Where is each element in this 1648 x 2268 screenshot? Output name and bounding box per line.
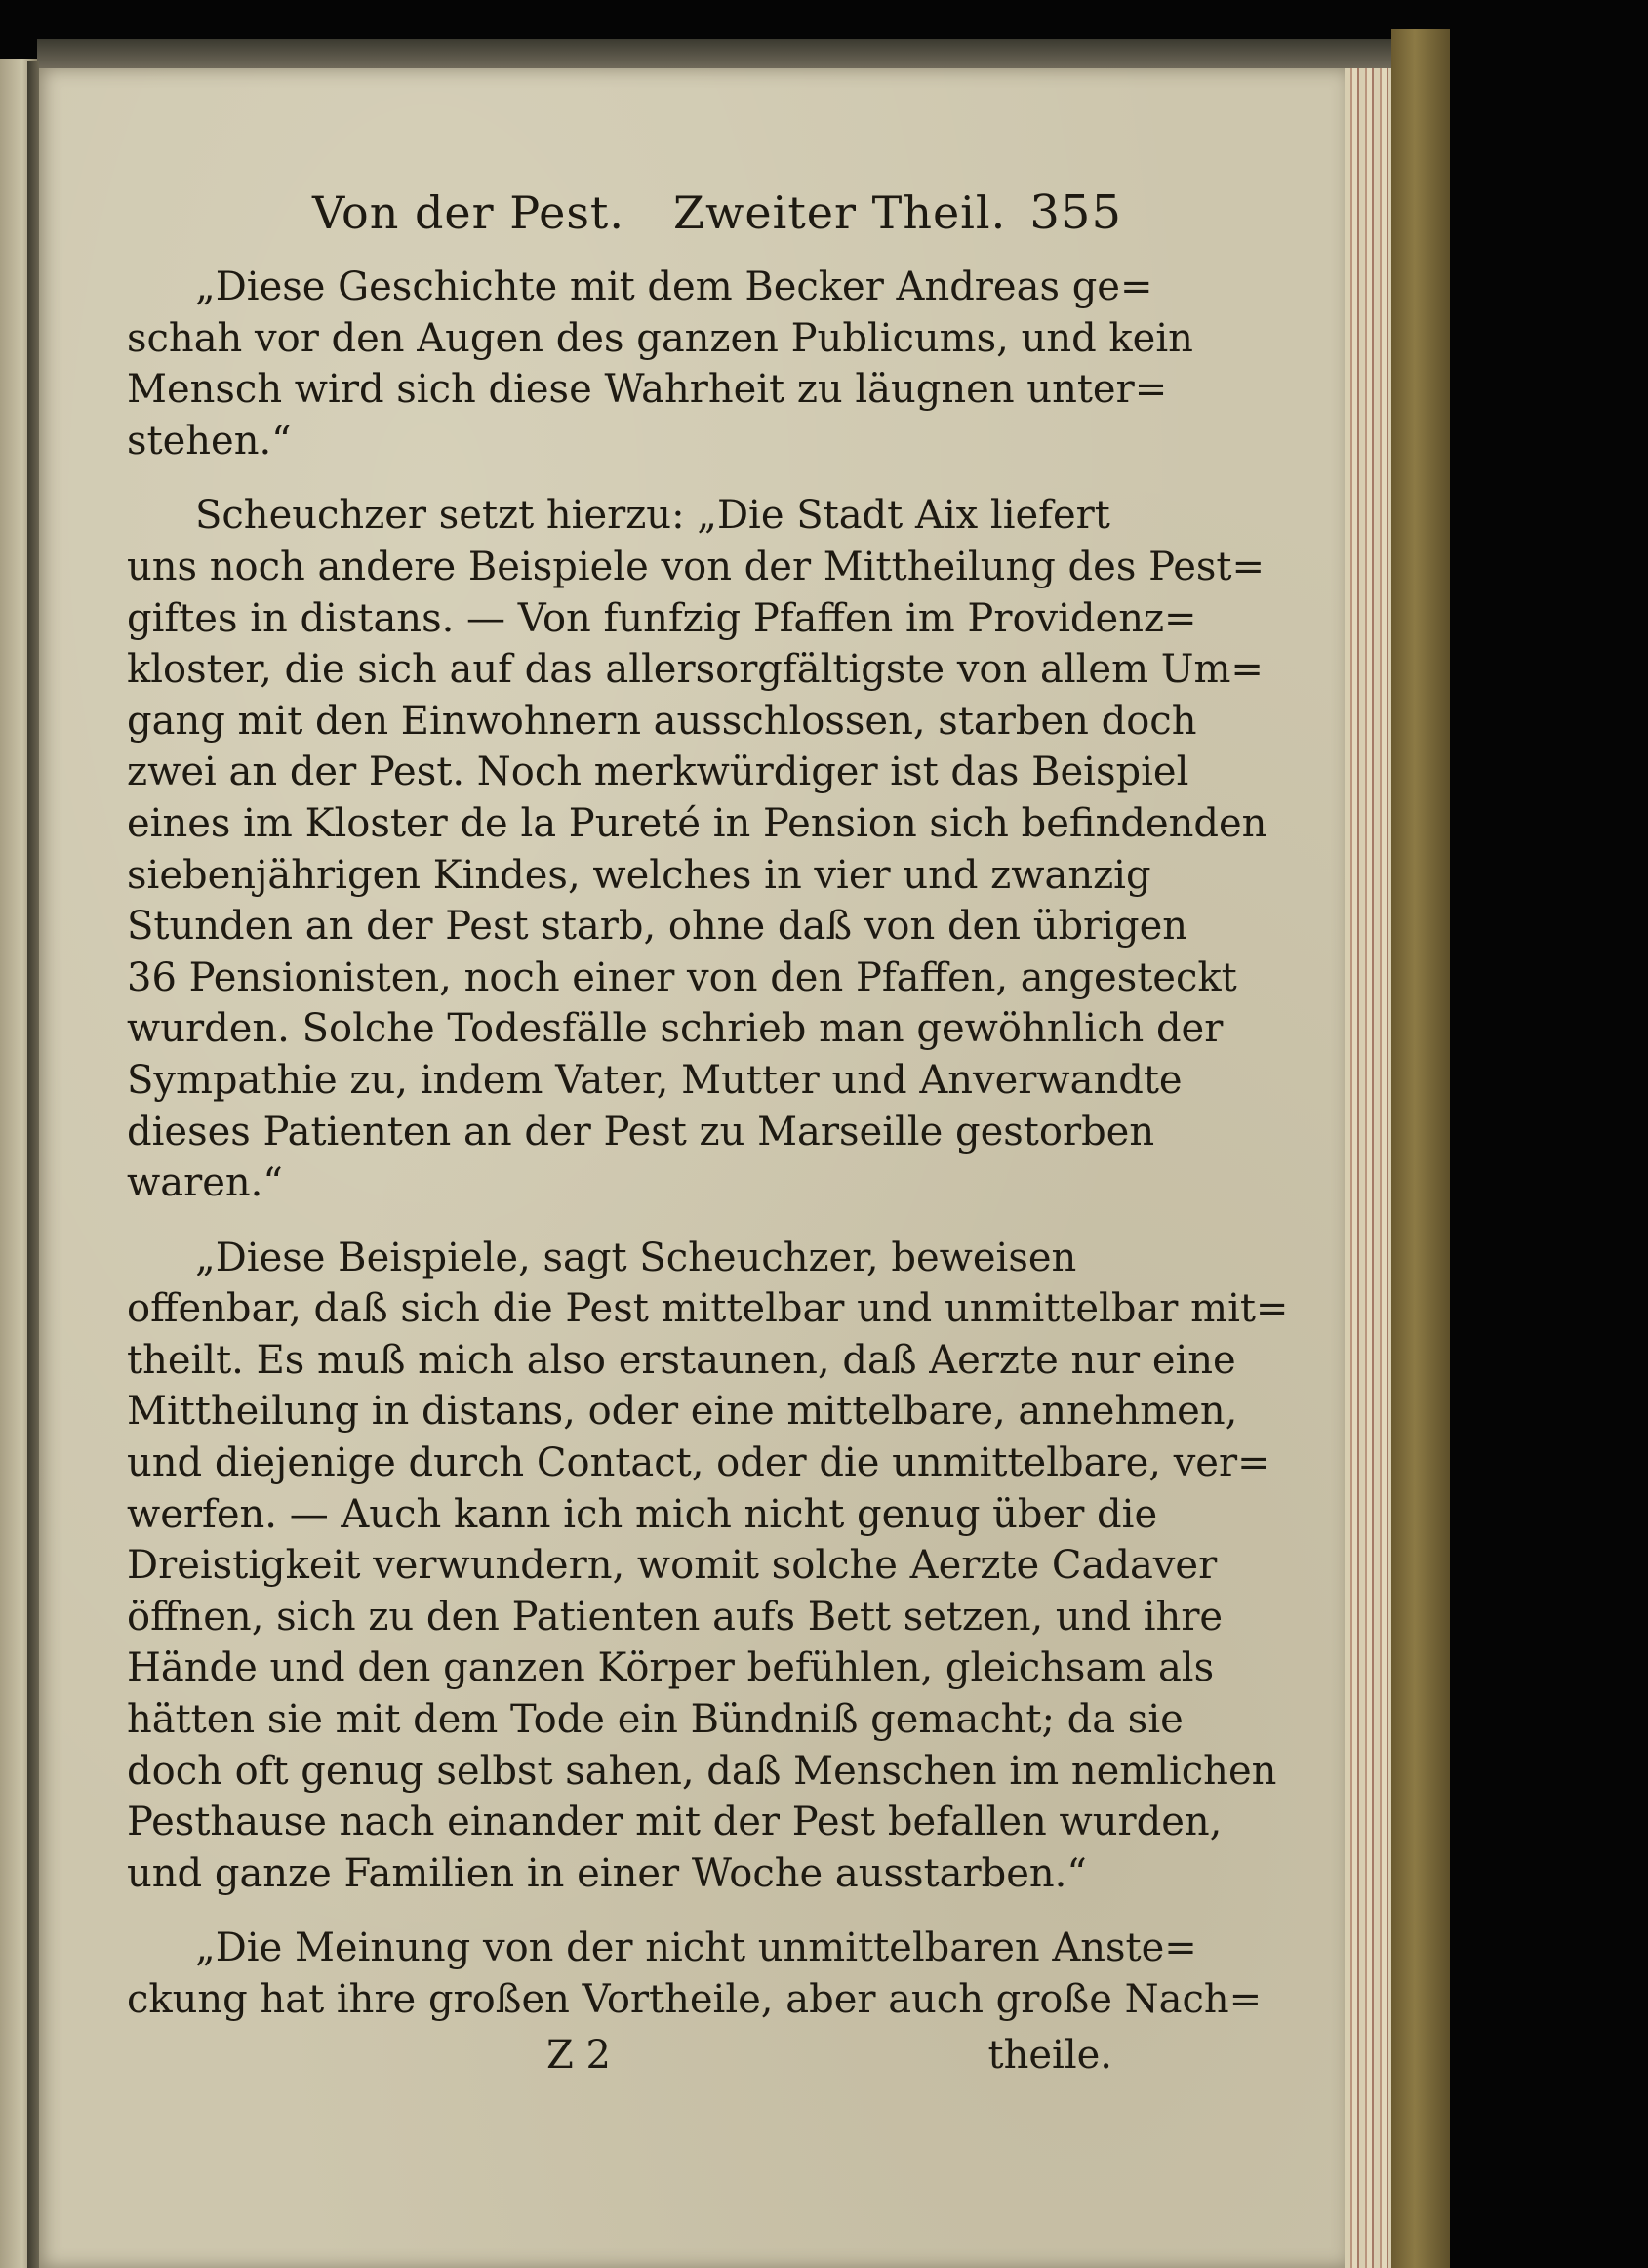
text-line: und ganze Familien in einer Woche ausstarben.“ bbox=[127, 1850, 1087, 1896]
text-line: offenbar, daß sich die Pest mittelbar und unmittelbar mit= bbox=[127, 1286, 1289, 1332]
text-line: „Diese Geschichte mit dem Becker Andreas ge= bbox=[195, 264, 1153, 309]
paragraph-gap bbox=[127, 1209, 1112, 1233]
text-line: wurden. Solche Todesfälle schrieb man gewöhnlich der bbox=[127, 1006, 1224, 1052]
text-line: Hände und den ganzen Körper befühlen, gleichsam als bbox=[127, 1645, 1215, 1691]
text-line: kloster, die sich auf das allersorgfältigste von allem Um= bbox=[127, 647, 1264, 693]
page-footer bbox=[127, 2030, 1112, 2081]
paragraph bbox=[127, 262, 1193, 466]
text-line: Mittheilung in distans, oder eine mittelbare, annehmen, bbox=[127, 1389, 1238, 1435]
page-edges bbox=[1345, 68, 1391, 2268]
text-line: stehen.“ bbox=[127, 418, 292, 464]
text-line: werfen. — Auch kann ich mich nicht genug über die bbox=[127, 1491, 1158, 1537]
running-header bbox=[127, 185, 1122, 244]
text-line: uns noch andere Beispiele von der Mittheilung des Pest= bbox=[127, 544, 1265, 589]
text-line: siebenjährigen Kindes, welches in vier und zwanzig bbox=[127, 852, 1151, 898]
text-line: eines im Kloster de la Pureté in Pension sich befindenden bbox=[127, 800, 1267, 846]
paragraph bbox=[127, 490, 1267, 1208]
text-line: öffnen, sich zu den Patienten aufs Bett setzen, und ihre bbox=[127, 1594, 1224, 1640]
text-line: theilt. Es muß mich also erstaunen, daß Aerzte nur eine bbox=[127, 1337, 1236, 1383]
book-cover-top bbox=[37, 39, 1450, 72]
text-line: 36 Pensionisten, noch einer von den Pfaffen, angesteckt bbox=[127, 954, 1237, 1000]
part-title: Zweiter Theil. bbox=[673, 186, 1007, 239]
text-line: „Die Meinung von der nicht unmittelbaren Anste= bbox=[195, 1925, 1197, 1971]
running-title: Von der Pest. bbox=[312, 186, 625, 239]
text-line: waren.“ bbox=[127, 1160, 283, 1206]
text-line: ckung hat ihre großen Vortheile, aber auch große Nach= bbox=[127, 1977, 1263, 2022]
text-line: Pesthause nach einander mit der Pest befallen wurden, bbox=[127, 1800, 1223, 1845]
text-line: dieses Patienten an der Pest zu Marseille gestorben bbox=[127, 1109, 1155, 1154]
text-line: zwei an der Pest. Noch merkwürdiger ist das Beispiel bbox=[127, 749, 1189, 795]
text-line: gang mit den Einwohnern ausschlossen, starben doch bbox=[127, 698, 1197, 744]
paragraph-gap bbox=[127, 1899, 1112, 1923]
text-line: Scheuchzer setzt hierzu: „Die Stadt Aix liefert bbox=[195, 493, 1110, 539]
signature-mark: Z 2 bbox=[546, 2032, 611, 2078]
body-text bbox=[127, 262, 1289, 2026]
catchword: theile. bbox=[987, 2032, 1112, 2078]
text-line: Sympathie zu, indem Vater, Mutter und Anverwandte bbox=[127, 1057, 1183, 1103]
binding-gutter bbox=[27, 61, 39, 2268]
text-line: giftes in distans. — Von funfzig Pfaffen im Providenz= bbox=[127, 595, 1197, 641]
text-line: und diejenige durch Contact, oder die unmittelbare, ver= bbox=[127, 1440, 1270, 1486]
text-line: Stunden an der Pest starb, ohne daß von den übrigen bbox=[127, 904, 1188, 950]
text-line: „Diese Beispiele, sagt Scheuchzer, beweisen bbox=[195, 1235, 1077, 1280]
paragraph bbox=[127, 1233, 1289, 1900]
text-line: hätten sie mit dem Tode ein Bündniß gemacht; da sie bbox=[127, 1697, 1184, 1743]
text-line: Mensch wird sich diese Wahrheit zu läugnen unter= bbox=[127, 367, 1168, 413]
text-line: schah vor den Augen des ganzen Publicums, und kein bbox=[127, 315, 1193, 361]
text-line: Dreistigkeit verwundern, womit solche Aerzte Cadaver bbox=[127, 1543, 1218, 1589]
page-number: 355 bbox=[1029, 185, 1122, 240]
text-line: doch oft genug selbst sahen, daß Menschen im nemlichen bbox=[127, 1748, 1277, 1794]
paragraph-gap bbox=[127, 466, 1112, 490]
paragraph bbox=[127, 1923, 1263, 2025]
book-cover-board bbox=[1391, 29, 1450, 2268]
page-text bbox=[127, 185, 1289, 2081]
